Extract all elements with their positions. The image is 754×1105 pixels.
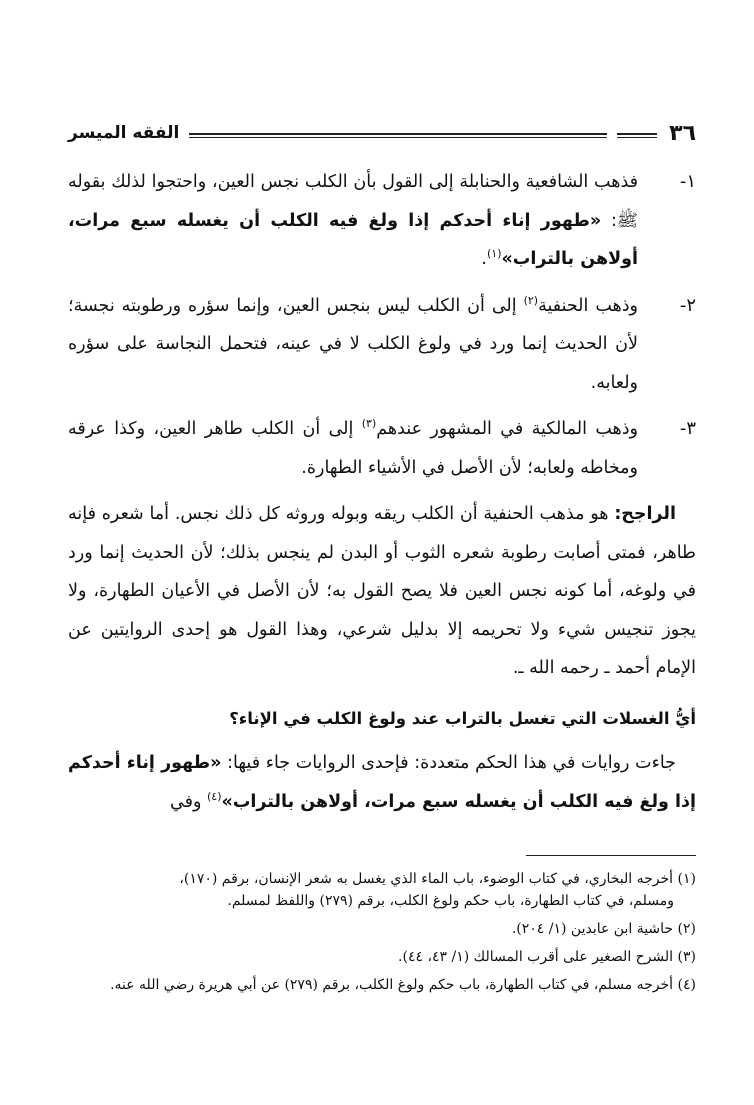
rajih-paragraph bbox=[68, 495, 696, 688]
footnote-continuation: ومسلم، في كتاب الطهارة، باب حكم ولوغ الكلب، برقم (٢٧٩) واللفظ لمسلم. bbox=[227, 893, 674, 909]
item-text-plain: إلى أن الكلب طاهر العين، وكذا عرقه ومخاطه ولعابه؛ لأن الأصل في الأشياء الطهارة. bbox=[68, 419, 638, 478]
footnote bbox=[60, 868, 696, 912]
footnote-ref: (٤) bbox=[207, 789, 222, 803]
main-text bbox=[68, 163, 696, 821]
list-item bbox=[68, 410, 696, 487]
footnote-text: حاشية ابن عابدين (١/ ٢٠٤). bbox=[511, 921, 674, 937]
item-number: ٢- bbox=[679, 294, 696, 316]
header-rule-long bbox=[189, 133, 607, 138]
item-text-plain: وذهب المالكية في المشهور عندهم bbox=[376, 419, 638, 439]
closing-intro: جاءت روايات في هذا الحكم متعددة: فإحدى الروايات جاء فيها: bbox=[221, 753, 677, 773]
footnote-text: الشرح الصغير على أقرب المسالك (١/ ٤٣، ٤٤). bbox=[398, 949, 674, 965]
footnote-number: (٤) bbox=[677, 977, 696, 993]
footnote-number: (١) bbox=[677, 871, 696, 887]
closing-paragraph bbox=[68, 744, 696, 821]
running-header bbox=[68, 118, 696, 148]
header-rule-short bbox=[617, 133, 657, 138]
item-text bbox=[68, 287, 638, 403]
rajih-label: الراجح: bbox=[614, 504, 676, 524]
footnote-ref: (٢) bbox=[523, 293, 539, 307]
footnote-ref: (٣) bbox=[361, 417, 377, 431]
hadith-quote: «طهور إناء أحدكم إذا ولغ فيه الكلب أن يغسله سبع مرات، أولاهن بالتراب» bbox=[68, 210, 638, 269]
footnote-text: أخرجه مسلم، في كتاب الطهارة، باب حكم ولوغ الكلب، برقم (٢٧٩) عن أبي هريرة رضي الله عنه. bbox=[110, 977, 674, 993]
item-text bbox=[68, 410, 638, 487]
footnote-ref: (١) bbox=[486, 247, 502, 261]
book-title: الفقه الميسر bbox=[68, 123, 180, 143]
item-text-plain: . bbox=[481, 249, 487, 269]
list-item bbox=[68, 287, 696, 403]
item-number: ١- bbox=[679, 171, 696, 192]
footnote-separator bbox=[526, 855, 696, 856]
item-text-plain: إلى أن الكلب ليس بنجس العين، وإنما سؤره ورطوبته نجسة؛ لأن الحديث إنما ورد في ولوغ الكلب لا في عينه، فتحمل النجاسة على سؤره ولعابه. bbox=[68, 295, 638, 393]
footnote bbox=[60, 918, 696, 940]
item-number: ٣- bbox=[679, 418, 696, 439]
item-text-plain: وذهب الحنفية bbox=[538, 295, 638, 316]
rajih-text: هو مذهب الحنفية أن الكلب ريقه وبوله وروثه كل ذلك نجس. أما شعره فإنه طاهر، فمتى أصابت رطوبة شعره الثوب أو البدن لم ينجس بذلك؛ لأن الحديث إنما ورد في ولوغه، أما كونه نجس العين فلا يصح القول به؛ لأن الأصل في الأعيان الطهارة، ولا يجوز تنجيس شيء ولا تحريمه إلا بدليل شرعي، وهذا القول هو إحدى الروايتين عن الإمام أحمد ـ رحمه الله ـ. bbox=[68, 504, 696, 678]
hadith-quote: «طهور إناء أحدكم إذا ولغ فيه الكلب أن يغسله سبع مرات، أولاهن بالتراب» bbox=[68, 753, 696, 812]
footnote-text: أخرجه البخاري، في كتاب الوضوء، باب الماء الذي يغسل به شعر الإنسان، برقم (١٧٠)، bbox=[179, 871, 674, 887]
item-text bbox=[68, 163, 638, 279]
item-text-plain: فذهب الشافعية والحنابلة إلى القول بأن الكلب نجس العين، واحتجوا لذلك بقوله ﷺ: bbox=[68, 172, 638, 231]
footnotes bbox=[60, 868, 696, 1002]
closing-tail: وفي bbox=[170, 791, 207, 812]
footnote bbox=[60, 946, 696, 968]
footnote-number: (٢) bbox=[677, 921, 696, 937]
footnote bbox=[60, 974, 696, 996]
page-number: ٣٦ bbox=[669, 120, 696, 146]
section-heading: أيُّ الغسلات التي تغسل بالتراب عند ولوغ الكلب في الإناء؟ bbox=[229, 708, 696, 728]
footnote-number: (٣) bbox=[677, 949, 696, 965]
list-item bbox=[68, 163, 696, 279]
